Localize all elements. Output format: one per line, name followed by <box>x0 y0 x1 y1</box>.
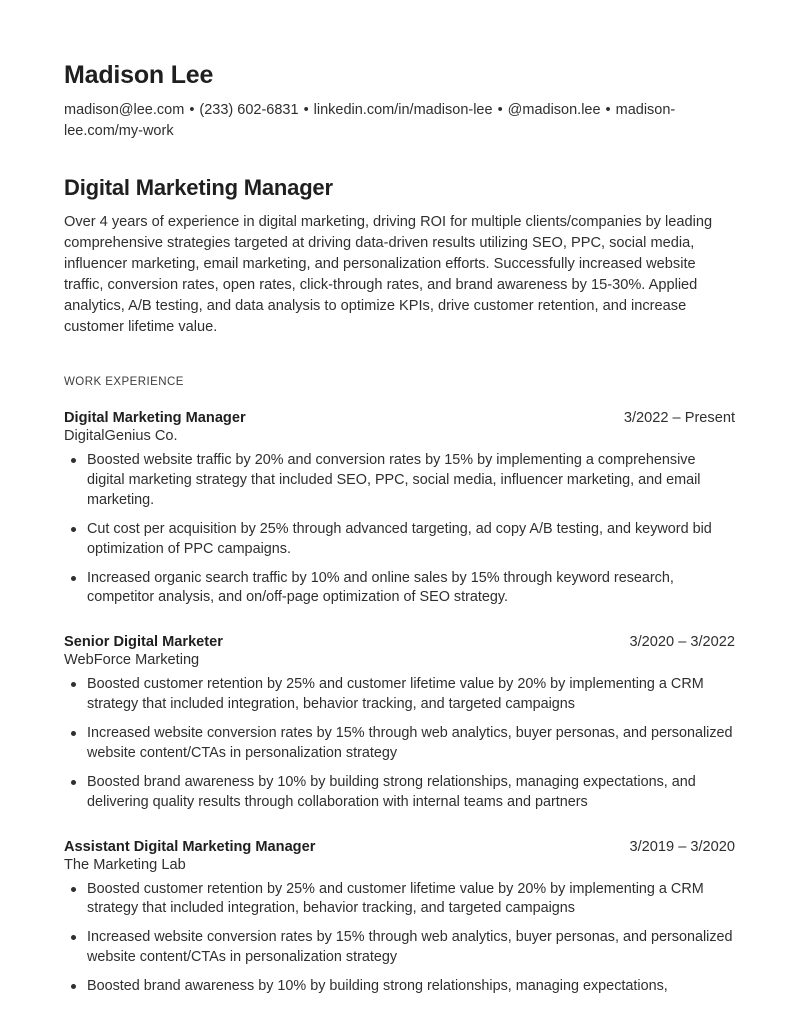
job-entry <box>64 839 735 997</box>
contact-separator: • <box>605 102 611 118</box>
job-bullets <box>64 451 735 608</box>
job-header <box>64 410 735 426</box>
contact-linkedin[interactable]: linkedin.com/in/madison-lee <box>313 102 493 118</box>
job-entry <box>64 410 735 608</box>
contact-email[interactable]: madison@lee.com <box>64 102 185 118</box>
list-item: Boosted brand awareness by 10% by building strong relationships, managing expectations, and delivering quality results through collaboration with internal teams and partners <box>87 773 735 813</box>
section-work-experience <box>64 376 735 997</box>
contact-handle[interactable]: @madison.lee <box>507 102 601 118</box>
contact-phone[interactable]: (233) 602-6831 <box>199 102 299 118</box>
job-dates: 3/2022 – Present <box>623 410 735 427</box>
list-item: Cut cost per acquisition by 25% through advanced targeting, ad copy A/B testing, and keyword bid optimization of PPC campaigns. <box>87 520 735 560</box>
list-item: Boosted customer retention by 25% and customer lifetime value by 20% by implementing a CRM strategy that included integration, behavior tracking, and targeted campaigns <box>87 880 735 920</box>
contact-separator: • <box>303 102 309 118</box>
contact-website[interactable]: madison-lee.com/my-work <box>64 102 676 139</box>
list-item: Increased organic search traffic by 10% and online sales by 15% through keyword research, competitor analysis, and on/off-page optimization of SEO strategy. <box>87 569 735 609</box>
list-item: Increased website conversion rates by 15% through web analytics, buyer personas, and personalized website content/CTAs in personalization strategy <box>87 724 735 764</box>
job-company: DigitalGenius Co. <box>64 428 178 445</box>
list-item: Boosted website traffic by 20% and conversion rates by 15% by implementing a comprehensive digital marketing strategy that included SEO, PPC, social media, influencer marketing, and email marketing. <box>87 451 735 511</box>
job-title: Senior Digital Marketer <box>64 634 223 651</box>
job-entry <box>64 634 735 812</box>
section-title: WORK EXPERIENCE <box>64 376 184 389</box>
summary-paragraph: Over 4 years of experience in digital marketing, driving ROI for multiple clients/companies by leading comprehensive strategies targeted at driving data-driven results utilizing SEO, PPC, social media, influencer marketing, email marketing, and personalization efforts. Successfully increased website traffic, conversion rates, open rates, click-through rates, and brand awareness by 15-30%. Applied analytics, A/B testing, and data analysis to optimize KPIs, drive customer retention, and increase customer lifetime value. <box>64 214 713 336</box>
job-header <box>64 634 735 650</box>
job-title: Assistant Digital Marketing Manager <box>64 838 316 855</box>
job-dates: 3/2020 – 3/2022 <box>629 634 735 651</box>
list-item: Boosted customer retention by 25% and customer lifetime value by 20% by implementing a CRM strategy that included integration, behavior tracking, and targeted campaigns <box>87 675 735 715</box>
list-item: Boosted brand awareness by 10% by building strong relationships, managing expectations, <box>87 977 735 997</box>
contact-line <box>64 100 724 141</box>
contact-separator: • <box>189 102 195 118</box>
job-dates: 3/2019 – 3/2020 <box>629 838 735 855</box>
job-bullets <box>64 880 735 997</box>
list-item: Increased website conversion rates by 15% through web analytics, buyer personas, and personalized website content/CTAs in personalization strategy <box>87 928 735 968</box>
job-company: The Marketing Lab <box>64 856 186 873</box>
job-title: Digital Marketing Manager <box>64 410 246 427</box>
page-title: Madison Lee <box>64 61 214 89</box>
job-bullets <box>64 675 735 812</box>
headline: Digital Marketing Manager <box>64 175 333 201</box>
job-company: WebForce Marketing <box>64 652 200 669</box>
job-header <box>64 839 735 855</box>
contact-separator: • <box>497 102 503 118</box>
